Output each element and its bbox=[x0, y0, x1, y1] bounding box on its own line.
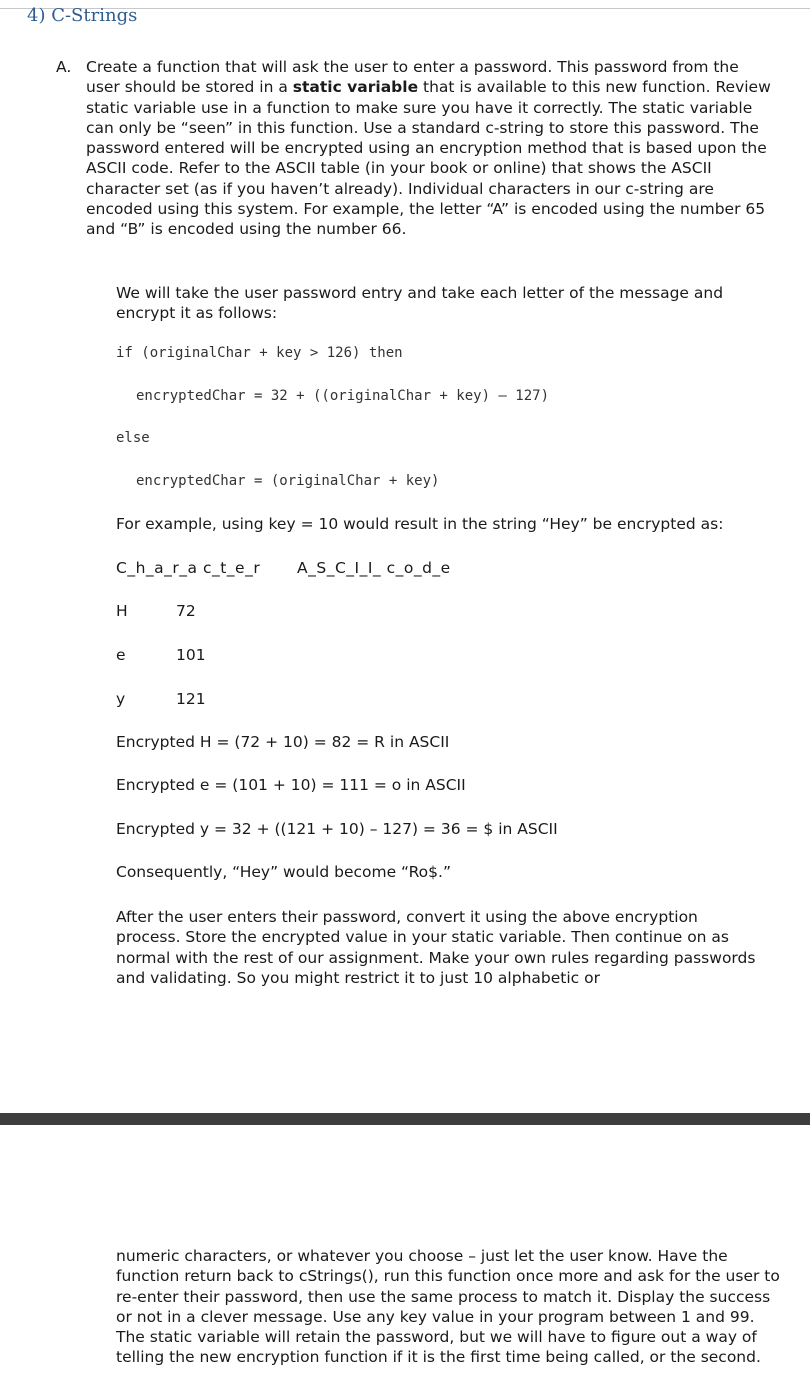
code-else-body: encryptedChar = (originalChar + key) bbox=[136, 473, 440, 489]
continued-paragraph: numeric characters, or whatever you choose – just let the user know. Have the function return back to cStrings(), run this function once more and ask for the user to re-enter their password, then use the same process to match it. Display the success or not in a clever message. Use any key value in your program between 1 and 99. The static variable will retain the password, but we will have to figure out a way of telling the new encryption function if it is the first time being called, or the second. bbox=[116, 1247, 780, 1367]
table-row-code: 72 bbox=[176, 602, 196, 620]
intro-bold-term: static variable bbox=[292, 78, 419, 97]
code-else-line: else bbox=[116, 430, 150, 446]
list-marker: A. bbox=[56, 58, 72, 76]
intro-text-end: that is available to this new function. Review static variable use in a function to make sure you have it correctly. The static variable can only be “seen” in this function. Use a standard c-string to store this password. The password entered will be encrypted using an encryption method that is based upon the ASCII code. Refer to the ASCII table (in your book or online) that shows the ASCII character set (as if you haven’t already). Individual characters in our c-string are encoded using this system. For example, the letter “A” is encoded using the number 65 and “B” is encoded using the number 66. bbox=[86, 78, 771, 239]
encrypted-line: Encrypted y = 32 + ((121 + 10) – 127) = 36 = $ in ASCII bbox=[116, 820, 558, 838]
table-header-character: C_h_a_r_a c_t_e_r bbox=[116, 559, 261, 577]
encrypted-line: Encrypted e = (101 + 10) = 111 = o in ASCII bbox=[116, 776, 466, 794]
table-header-ascii-code: A_S_C_I_I_ c_o_d_e bbox=[297, 559, 451, 577]
consequently-line: Consequently, “Hey” would become “Ro$.” bbox=[116, 863, 451, 881]
table-row-char: e bbox=[116, 646, 126, 664]
after-paragraph: After the user enters their password, convert it using the above encryption process. Store the encrypted value in your static variable. Then continue on as normal with the rest of our assignment. Make your own rules regarding passwords and validating. So you might restrict it to just 10 alphabetic or bbox=[116, 908, 756, 987]
section-heading: 4) C-Strings bbox=[27, 5, 138, 26]
table-row-char: y bbox=[116, 690, 126, 708]
intro-paragraph bbox=[86, 57, 776, 240]
intro-text-start: Create a function that will ask the user to enter a password. This password from the user should be stored in a bbox=[86, 58, 739, 97]
code-if-line: if (originalChar + key > 126) then bbox=[116, 345, 403, 361]
example-intro: For example, using key = 10 would result in the string “Hey” be encrypted as: bbox=[116, 515, 724, 533]
encryption-intro-paragraph: We will take the user password entry and take each letter of the message and encrypt it as follows: bbox=[116, 284, 724, 323]
table-row-code: 121 bbox=[176, 690, 206, 708]
page-break-bar bbox=[0, 1113, 810, 1125]
code-then-line: encryptedChar = 32 + ((originalChar + key) – 127) bbox=[136, 388, 550, 404]
table-row-char: H bbox=[116, 602, 128, 620]
encrypted-line: Encrypted H = (72 + 10) = 82 = R in ASCII bbox=[116, 733, 450, 751]
table-row-code: 101 bbox=[176, 646, 206, 664]
